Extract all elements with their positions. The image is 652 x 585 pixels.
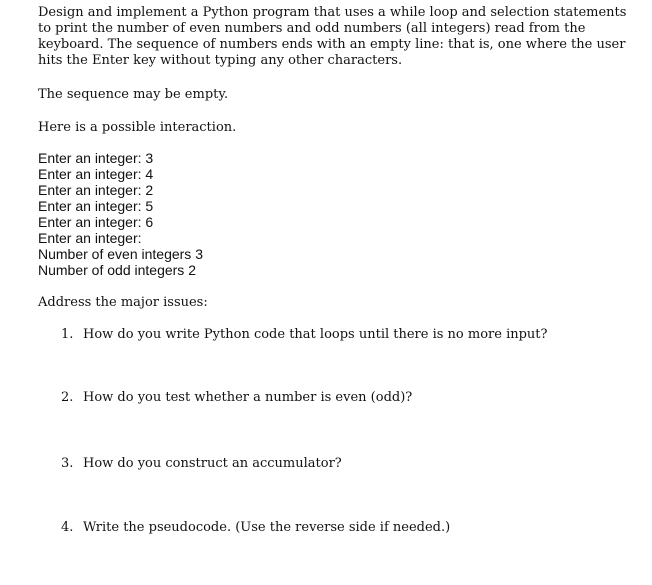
sample-interaction xyxy=(38,150,203,278)
question-text: How do you construct an accumulator? xyxy=(83,456,342,471)
session-line: Number of odd integers 2 xyxy=(38,262,196,278)
empty-sequence-note: The sequence may be empty. xyxy=(38,87,229,102)
question-number: 1. xyxy=(61,327,74,342)
question-item xyxy=(61,327,548,342)
question-text: Write the pseudocode. (Use the reverse side if needed.) xyxy=(83,520,451,535)
question-number: 2. xyxy=(61,390,74,405)
session-line: Enter an integer: xyxy=(38,230,142,246)
issues-heading: Address the major issues: xyxy=(38,295,208,310)
interaction-intro: Here is a possible interaction. xyxy=(38,120,237,135)
question-number: 4. xyxy=(61,520,74,535)
question-number: 3. xyxy=(61,456,74,471)
session-line: Enter an integer: 3 xyxy=(38,150,154,166)
session-line: Enter an integer: 6 xyxy=(38,214,154,230)
session-line: Enter an integer: 4 xyxy=(38,166,154,182)
question-item xyxy=(61,390,412,405)
question-item xyxy=(61,456,342,471)
problem-description: Design and implement a Python program that uses a while loop and selection statements to print the number of even numbers and odd numbers (all integers) read from the keyboard. The sequence of numbers ends with an empty line: that is, one where the user hits the Enter key without typing any other characters. xyxy=(38,5,627,68)
question-text: How do you test whether a number is even (odd)? xyxy=(83,390,413,405)
question-text: How do you write Python code that loops until there is no more input? xyxy=(83,327,548,342)
question-item xyxy=(61,520,450,535)
session-line: Enter an integer: 2 xyxy=(38,182,154,198)
session-line: Enter an integer: 5 xyxy=(38,198,154,214)
session-line: Number of even integers 3 xyxy=(38,246,203,262)
